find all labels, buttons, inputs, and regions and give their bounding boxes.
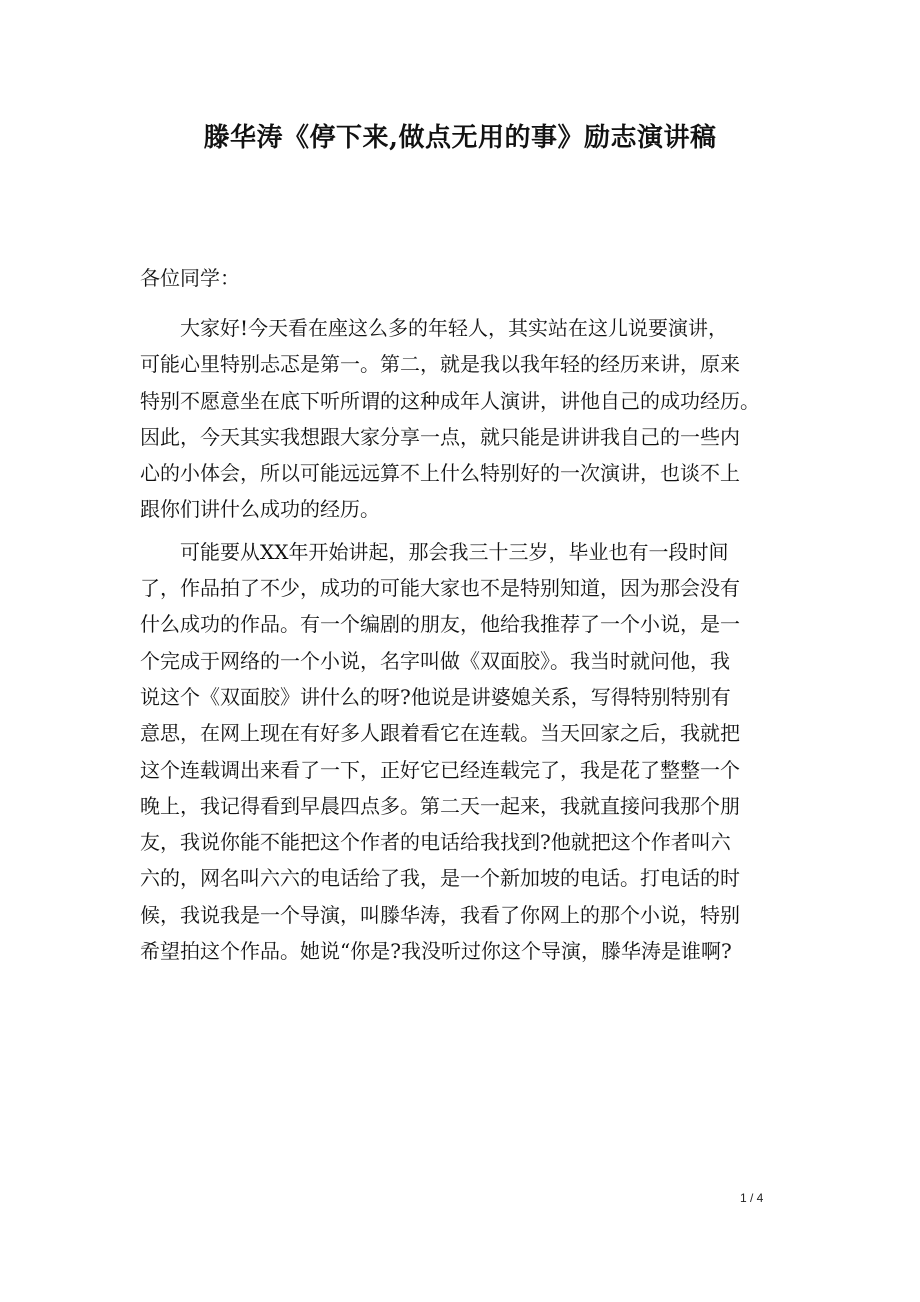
text-line: 大家好!今天看在座这么多的年轻人，其实站在这儿说要演讲， — [180, 316, 729, 340]
text-line: 六的，网名叫六六的电话给了我，是一个新加坡的电话。打电话的时 — [140, 866, 740, 891]
document-title: 滕华涛《停下来,做点无用的事》励志演讲稿 — [203, 123, 717, 153]
text-line: 晚上，我记得看到早晨四点多。第二天一起来，我就直接问我那个朋 — [140, 793, 740, 818]
paragraph-1 — [140, 310, 780, 528]
text-line: 可能心里特别忐忑是第一。第二，就是我以我年轻的经历来讲，原来 — [140, 352, 740, 377]
salutation: 各位同学： — [140, 266, 240, 290]
paragraph-2 — [140, 534, 780, 970]
text-line: 心的小体会，所以可能远远算不上什么特别好的一次演讲，也谈不上 — [140, 461, 740, 486]
page-number: 1 / 4 — [740, 1191, 764, 1205]
text-line: 特别不愿意坐在底下听所谓的这种成年人演讲，讲他自己的成功经历。 — [140, 388, 760, 413]
text-line: 了，作品拍了不少，成功的可能大家也不是特别知道，因为那会没有 — [140, 576, 740, 601]
text-line: 可能要从XX年开始讲起，那会我三十三岁，毕业也有一段时间 — [180, 539, 729, 564]
text-line: 个完成于网络的一个小说，名字叫做《双面胶》。我当时就问他，我 — [140, 648, 730, 673]
text-line: 跟你们讲什么成功的经历。 — [140, 497, 380, 522]
text-line: 候，我说我是一个导演，叫滕华涛，我看了你网上的那个小说，特别 — [140, 902, 740, 927]
text-line: 什么成功的作品。有一个编剧的朋友，他给我推荐了一个小说，是一 — [140, 612, 740, 637]
text-line: 因此，今天其实我想跟大家分享一点，就只能是讲讲我自己的一些内 — [140, 424, 740, 449]
text-line: 友，我说你能不能把这个作者的电话给我找到?他就把这个作者叫六 — [140, 830, 731, 855]
text-line: 希望拍这个作品。她说“你是?我没听过你这个导演，滕华涛是谁啊? — [140, 939, 732, 964]
text-line: 意思，在网上现在有好多人跟着看它在连载。当天回家之后，我就把 — [140, 721, 740, 746]
text-line: 这个连载调出来看了一下，正好它已经连载完了，我是花了整整一个 — [140, 757, 740, 782]
speech-body — [140, 310, 780, 969]
text-line: 说这个《双面胶》讲什么的呀?他说是讲婆媳关系，写得特别特别有 — [140, 684, 731, 709]
